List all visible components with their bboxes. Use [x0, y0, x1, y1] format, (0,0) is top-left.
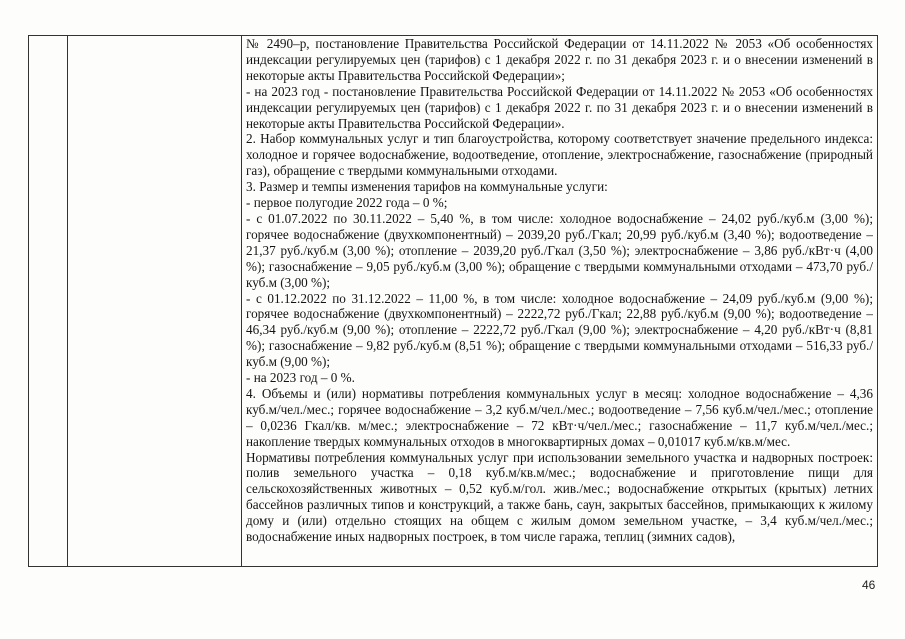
table-cell-text	[246, 36, 873, 566]
paragraph: 4. Объемы и (или) нормативы потребления коммунальных услуг в месяц: холодное водоснабжение – 4,36 куб.м/чел./мес.; горячее водоснабжение – 3,2 куб.м/чел./мес.; водоотведение – 7,56 куб.м/чел./мес.; отопление – 0,0236 Гкал/кв. м/мес.; электроснабжение – 72 кВт·ч/чел./мес.; газоснабжение – 11,7 куб.м/чел./мес.; накопление твердых коммунальных отходов в многоквартирных домах – 0,01017 куб.м/кв.м/мес.	[246, 385, 873, 449]
page-number: 46	[862, 578, 876, 592]
paragraph: - с 01.12.2022 по 31.12.2022 – 11,00 %, в том числе: холодное водоснабжение – 24,09 руб./куб.м (9,00 %); горячее водоснабжение (двухкомпонентный) – 2222,72 руб./Гкал; 22,88 руб./куб.м (9,00 %); водоотведение – 46,34 руб./куб.м (9,00 %); отопление – 2222,72 руб./Гкал (9,00 %); электроснабжение – 4,20 руб./кВт·ч (8,81 %); газоснабжение – 9,82 руб./куб.м (8,51 %); обращение с твердыми коммунальными отходами – 516,33 руб./куб.м (9,00 %);	[246, 290, 873, 370]
paragraph: Нормативы потребления коммунальных услуг при использовании земельного участка и надворных построек: полив земельного участка – 0,18 куб.м/кв.м/мес.; водоснабжение и приготовление пищи для сельскохозяйственных животных – 0,52 куб.м/гол. жив./мес.; водоснабжение открытых (крытых) летних бассейнов различных типов и конструкций, а также бань, саун, закрытых бассейнов, примыкающих к жилому дому и (или) отдельно стоящих на общем с жилым домом земельном участке, – 3,4 куб.м/чел./мес.; водоснабжение иных надворных построек, в том числе гаража, теплиц (зимних садов),	[246, 449, 873, 545]
paragraph: 3. Размер и темпы изменения тарифов на коммунальные услуги:	[246, 179, 608, 195]
paragraph: 2. Набор коммунальных услуг и тип благоустройства, которому соответствует значение предельного индекса: холодное и горячее водоснабжение, водоотведение, отопление, электроснабжение, газоснабжение (природный газ), обращение с твердыми коммунальными отходами.	[246, 131, 873, 179]
column-divider	[241, 36, 242, 566]
paragraph: - на 2023 год – 0 %.	[246, 370, 355, 386]
paragraph: - первое полугодие 2022 года – 0 %;	[246, 195, 448, 211]
paragraph: - на 2023 год - постановление Правительства Российской Федерации от 14.11.2022 № 2053 «Об особенностях индексации регулируемых цен (тарифов) с 1 декабря 2022 г. по 31 декабря 2023 г. и о внесении изменений в некоторые акты Правительства Российской Федерации».	[246, 83, 873, 131]
document-table	[28, 35, 878, 567]
paragraph: - с 01.07.2022 по 30.11.2022 – 5,40 %, в том числе: холодное водоснабжение – 24,02 руб./куб.м (3,00 %); горячее водоснабжение (двухкомпонентный) – 2039,20 руб./Гкал; 20,99 руб./куб.м (3,40 %); водоотведение – 21,37 руб./куб.м (3,00 %); отопление – 2039,20 руб./Гкал (3,50 %); электроснабжение – 3,86 руб./кВт·ч (4,00 %); газоснабжение – 9,05 руб./куб.м (3,00 %); обращение с твердыми коммунальными отходами – 473,70 руб./куб.м (3,00 %);	[246, 210, 873, 290]
paragraph: № 2490–р, постановление Правительства Российской Федерации от 14.11.2022 № 2053 «Об особенностях индексации регулируемых цен (тарифов) с 1 декабря 2022 г. по 31 декабря 2023 г. и о внесении изменений в некоторые акты Правительства Российской Федерации»;	[246, 36, 873, 83]
column-divider	[67, 36, 68, 566]
